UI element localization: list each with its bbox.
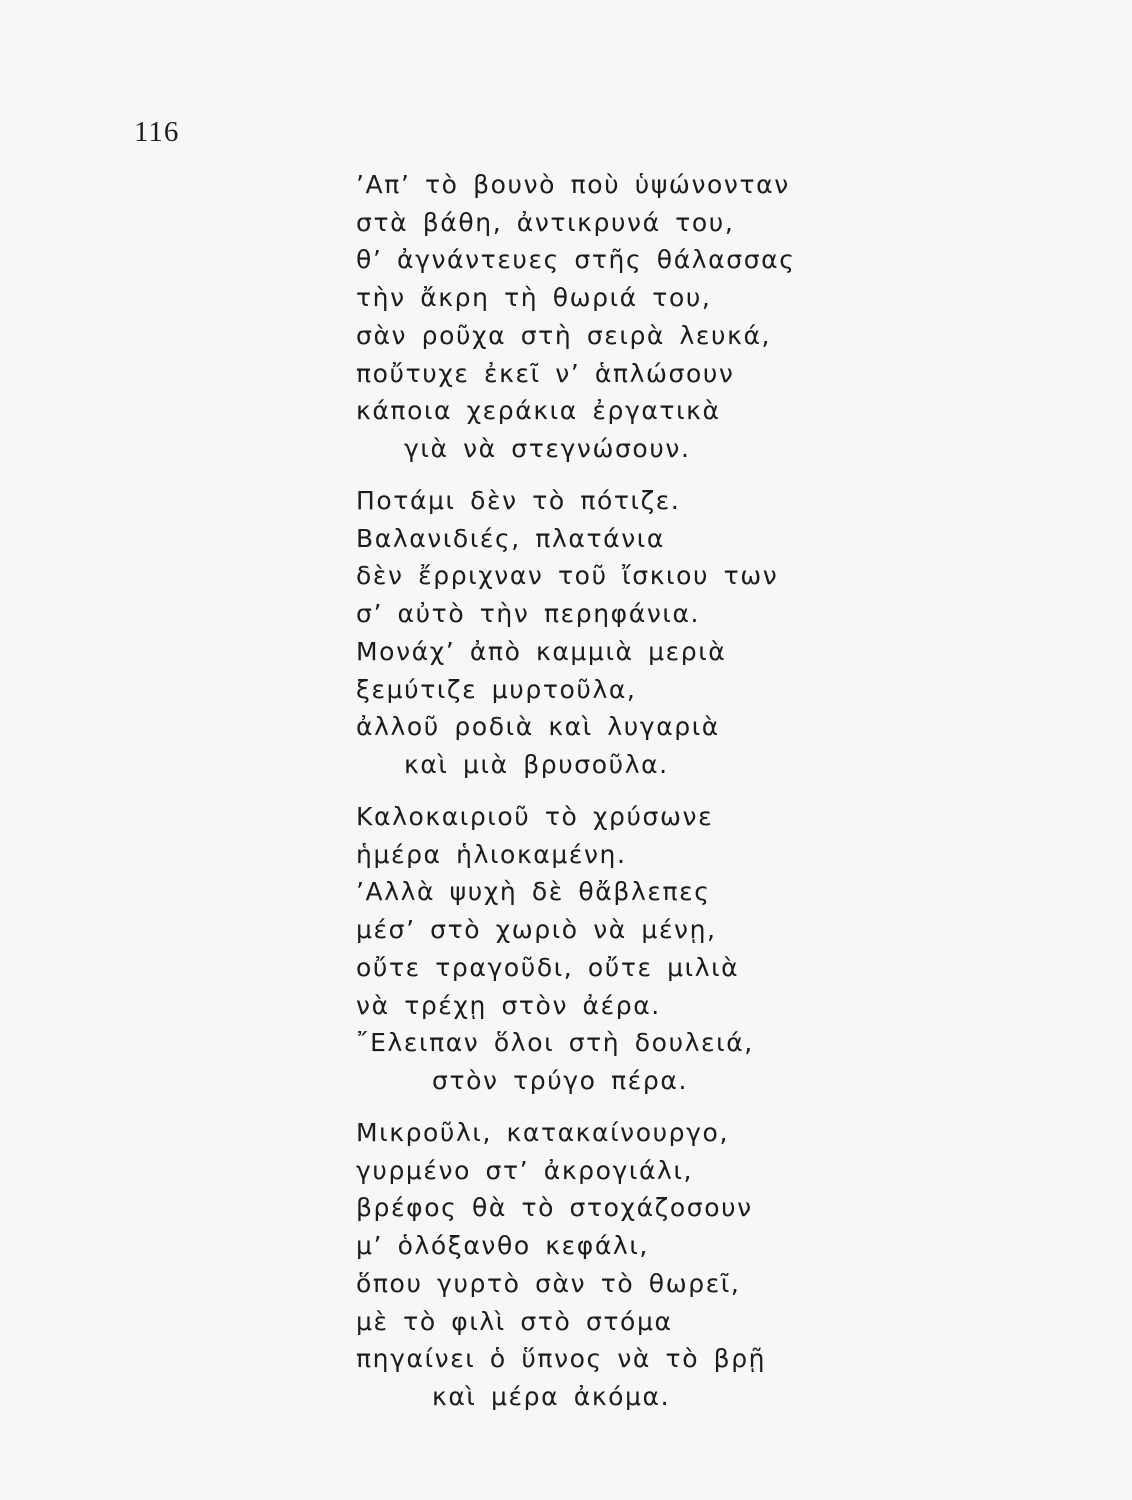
page-number: 116 xyxy=(134,116,180,148)
poem-line-refrain: καὶ μιὰ βρυσοῦλα. xyxy=(404,749,669,779)
poem-line: ’Αλλὰ ψυχὴ δὲ θἄβλεπες xyxy=(356,877,711,907)
poem-line: ῎Ελειπαν ὅλοι στὴ δουλειά, xyxy=(356,1028,754,1058)
poem-line: ποὔτυχε ἐκεῖ ν’ ἁπλώσουν xyxy=(356,358,735,388)
poem-line: μὲ τὸ φιλὶ στὸ στόμα xyxy=(356,1306,673,1336)
poem-line: σ’ αὐτὸ τὴν περηφάνια. xyxy=(356,599,701,629)
poem-line: οὔτε τραγοῦδι, οὔτε μιλιὰ xyxy=(356,952,740,982)
poem-line: σὰν ροῦχα στὴ σειρὰ λευκά, xyxy=(356,320,772,350)
poem-line: ἡμέρα ἡλιοκαμένη. xyxy=(356,839,627,869)
poem-line-refrain: καὶ μέρα ἀκόμα. xyxy=(432,1381,671,1411)
poem-line: Καλοκαιριοῦ τὸ χρύσωνε xyxy=(356,802,714,831)
poem-line: ἀλλοῦ ροδιὰ καὶ λυγαριὰ xyxy=(356,712,720,742)
poem-line-refrain: στὸν τρύγο πέρα. xyxy=(432,1065,688,1095)
poem-line: δὲν ἔρριχναν τοῦ ἴσκιου των xyxy=(356,561,779,591)
poem-line: στὰ βάθη, ἀντικρυνά του, xyxy=(356,207,735,237)
stanza-1 xyxy=(356,166,916,468)
poem-line: μ’ ὁλόξανθο κεφάλι, xyxy=(356,1231,649,1261)
poem-line-refrain: γιὰ νὰ στεγνώσουν. xyxy=(404,433,691,463)
stanza-2 xyxy=(356,482,916,784)
poem-line: γυρμένο στ’ ἀκρογιάλι, xyxy=(356,1155,694,1185)
poem-line: μέσ’ στὸ χωριὸ νὰ μένῃ, xyxy=(356,915,717,945)
stanza-4 xyxy=(356,1114,916,1416)
poem-line: ’Απ’ τὸ βουνὸ ποὺ ὑψώνονταν xyxy=(356,170,790,199)
stanza-3 xyxy=(356,798,916,1100)
poem-line: Βαλανιδιές, πλατάνια xyxy=(356,523,665,553)
poem-line: Μικροῦλι, κατακαίνουργο, xyxy=(356,1118,729,1147)
poem-line: ξεμύτιζε μυρτοῦλα, xyxy=(356,674,637,704)
poem-line: τὴν ἄκρη τὴ θωριά του, xyxy=(356,283,712,313)
poem-line: Μονάχ’ ἀπὸ καμμιὰ μεριὰ xyxy=(356,636,727,666)
poem-line: βρέφος θὰ τὸ στοχάζοσουν xyxy=(356,1193,753,1223)
poem-line: κάποια χεράκια ἐργατικὰ xyxy=(356,396,721,426)
poem-line: πηγαίνει ὁ ὕπνος νὰ τὸ βρῇ xyxy=(356,1344,767,1374)
poem-line: νὰ τρέχῃ στὸν ἀέρα. xyxy=(356,990,661,1020)
poem-line: Ποτάμι δὲν τὸ πότιζε. xyxy=(356,486,681,515)
poem-line: θ’ ἀγνάντευες στῆς θάλασσας xyxy=(356,245,796,275)
poem-line: ὅπου γυρτὸ σὰν τὸ θωρεῖ, xyxy=(356,1268,741,1298)
